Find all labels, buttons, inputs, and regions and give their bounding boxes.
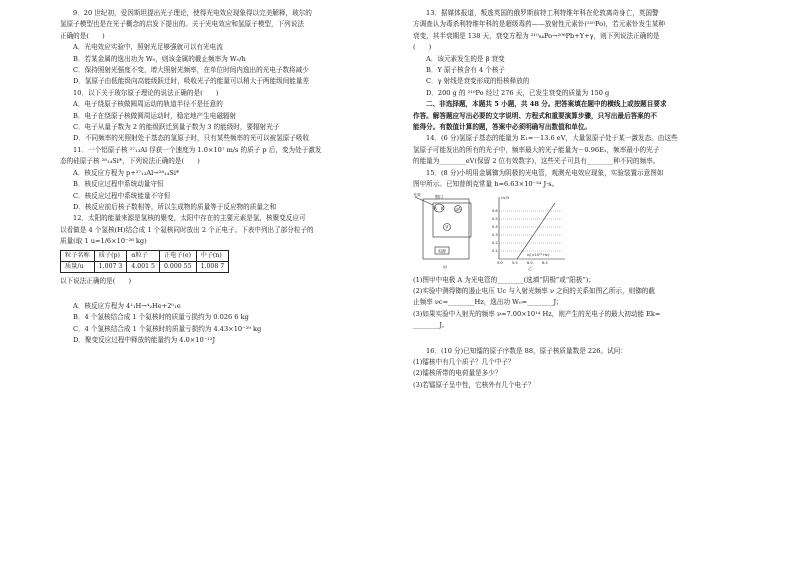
question-11	[60, 145, 382, 213]
q11-line: 11．一个铝原子核 ²⁷₁₃Al 俘获一个速度为 1.0×10⁷ m/s 的质子 p 后，变为处于激发	[73, 145, 322, 154]
q12-line: 质量(取 1 u=1/6×10⁻²⁶ kg)	[60, 237, 147, 246]
q15-part: ________J。	[413, 321, 449, 330]
q12-option-d: D．聚变反应过程中释放的能量约为 4.0×10⁻¹²J	[73, 336, 216, 345]
caption-right: 乙	[528, 265, 532, 271]
question-14	[413, 133, 743, 167]
q12-option-a: A．核反应方程为 4¹₁H→⁴₂He+2⁰₁e	[73, 301, 181, 310]
table-row	[61, 261, 229, 272]
graph-x-label: ν/(×10¹⁴ Hz)	[527, 252, 550, 257]
q13-line: 衰变，其半衰期是 138 天，衰变方程为 ²¹⁰₈₄Po→²⁰⁶Pb+Y+γ，则下列说法正确的是	[413, 31, 660, 40]
table-header: 正电子(e)	[160, 250, 197, 261]
question-13	[413, 8, 743, 99]
section-line: 能得分。有数值计算的题，答案中必须明确写出数值和单位。	[413, 123, 592, 132]
label-anode: A	[434, 205, 437, 211]
particle-mass-table	[60, 250, 229, 273]
table-cell: 0.000 55	[160, 261, 197, 272]
q9-option-b: B．若某金属的逸出功为 W₀，则该金属的截止频率为 W₀/h	[73, 54, 246, 63]
circuit-loop	[433, 203, 471, 237]
x-tick: 6.0	[527, 260, 533, 265]
q12-tail: 以下说法正确的是( )	[60, 276, 132, 285]
label-light-beam: 光束	[413, 192, 421, 197]
y-tick: 0.5	[492, 216, 498, 221]
figure-svg	[413, 193, 623, 273]
uc-graph	[499, 197, 565, 259]
q13-line: 方调查认为毒杀利特维年科的是超级毒药——放射性元素钋(²¹⁰Po)，若元素钋发生某种	[413, 20, 665, 29]
table-cell: 1.007 3	[94, 261, 127, 272]
q13-option-b: B．Y 原子核含有 4 个核子	[426, 66, 506, 75]
y-tick: 0.3	[492, 232, 498, 237]
q10-option-a: A．电子绕原子核做圆周运动的轨道半径不是任意的	[73, 100, 223, 109]
q12-option-c: C．4 个氢核结合成 1 个氦核时的质量亏损约为 4.43×10⁻²⁹ kg	[73, 324, 262, 333]
caption-left: 甲	[443, 264, 447, 270]
figure-photoelectric	[413, 193, 623, 273]
label-window: 窗口	[435, 193, 443, 199]
question-10	[60, 88, 382, 145]
y-tick: 0.2	[492, 240, 498, 245]
x-tick: 5.5	[512, 260, 518, 265]
q9-line: 9．20 世纪初，爱因斯坦提出光子理论，使得光电效应现象得以完美解释，玻尔的	[73, 9, 312, 17]
q15-part: (3)如果实验中入射光的频率 ν=7.00×10¹⁴ Hz，则产生的光电子的最大初动能 Ek=	[413, 309, 661, 318]
light-beam	[415, 197, 433, 205]
q12-option-b: B．4 个氢核结合成 1 个氦核时的质量亏损约为 0.026 6 kg	[73, 313, 249, 322]
q13-option-a: A．该元素发生的是 β 衰变	[426, 54, 505, 63]
y-tick: 0.4	[492, 224, 498, 229]
q14-line: 的能量为________eV(保留 2 位有效数字)，这些光子可具有________种不同的频率。	[413, 157, 660, 166]
x-tick: 5.0	[497, 260, 503, 265]
section-line: 作答。解答题应写出必要的文字说明、方程式和重要演算步骤，只写出最后答案的不	[413, 111, 657, 120]
q14-line: 氢原子可能发出的所有的光子中，频率最大的光子能量为－0.96E₁，频率最小的光子	[413, 145, 660, 154]
q15-line: 15．(8 分)小明用金属铷为阴极的光电管，观测光电效应现象，实验装置示意图如	[426, 168, 664, 177]
q13-option-d: D．200 g 的 ²¹⁰Po 经过 276 天，已发生衰变的质量为 150 g	[426, 88, 610, 97]
q13-line: ( )	[413, 43, 432, 52]
q11-option-b: B．核反应过程中系统动量守恒	[73, 180, 164, 189]
q10-option-b: B．电子在绕原子核做圆周运动时，稳定地产生电磁辐射	[73, 111, 237, 120]
q11-option-a: A．核反应方程为 p+²⁷₁₃Al→²⁸₁₄Si*	[73, 168, 180, 177]
table-header-row	[61, 250, 229, 261]
q10-option-c: C．电子从量子数为 2 的能级跃迁到量子数为 3 的能级时，要辐射光子	[73, 123, 280, 132]
q10-option-d: D．不同频率的光照射处于基态的氢原子时，只有某些频率的光可以被氢原子吸收	[73, 134, 310, 143]
q11-option-d: D．核反应前后核子数相等，所以生成物的质量等于反应物的质量之和	[73, 202, 277, 211]
question-12	[60, 213, 382, 346]
q15-part: (2)实验中测得铷的遏止电压 Uc 与入射光频率 ν 之间的关系如图乙所示，则铷的截	[413, 286, 655, 295]
q9-option-d: D．氢原子由低能级向高能级跃迁时，吸收光子的能量可以稍大于两能级间能量差	[73, 77, 310, 86]
q13-line: 13．据媒体报道，叛逃英国的俄罗斯前特工利特维年科在伦敦离奇身亡，英国警	[426, 9, 659, 17]
x-tick: 6.5	[542, 260, 548, 265]
q16-stem: 16．(10 分)已知镭的原子序数是 88，原子核质量数是 226。试问：	[426, 346, 627, 355]
q15-line: 图甲所示。已知普朗克常量 h=6.63×10⁻³⁴ J·s。	[413, 180, 559, 189]
q16-part: (1)镭核中有几个质子？几个中子？	[413, 357, 515, 366]
y-tick: 0.1	[492, 248, 498, 253]
table-cell: 1.008 7	[196, 261, 229, 272]
q11-line: 态的硅原子核 ²⁸₁₄Si*，下列说法正确的是( )	[60, 157, 200, 166]
label-cathode: K	[441, 205, 444, 211]
label-voltmeter: V	[445, 224, 449, 229]
q13-option-c: C．γ 射线是衰变形成的铅核释放的	[426, 77, 530, 86]
table-header: α粒子	[127, 250, 160, 261]
q15-part: 止频率 νc=________Hz，逸出功 W₀=________J；	[413, 298, 563, 307]
q12-line: 以看做是 4 个氢核(H)结合成 1 个氦核同时放出 2 个正电子。下表中列出了部分粒子的	[60, 225, 314, 234]
q9-option-c: C．保持照射光强度不变，增大照射光频率，在单位时间内逸出的光电子数将减少	[73, 66, 309, 75]
spacer	[413, 332, 743, 346]
section-2-heading	[413, 99, 743, 133]
q16-part: (2)镭核所带的电荷量是多少？	[413, 369, 502, 378]
label-microammeter: μA	[455, 206, 461, 211]
table-cell: 4.001 5	[127, 261, 160, 272]
table-header: 中子(n)	[196, 250, 229, 261]
q16-part: (3)若镭原子呈中性，它核外有几个电子？	[413, 380, 535, 389]
q15-part: (1)图甲中电极 A 为光电管的________(选填“阴极”或“阳极”)；	[413, 275, 595, 284]
table-row-label: 质量/u	[61, 261, 95, 272]
q12-line: 12．太阳的能量来源是氢核的聚变，太阳中存在的主要元素是氢，核聚变反应可	[73, 214, 306, 223]
y-tick: 0.6	[492, 208, 498, 213]
section-line: 二、非选择题，本题共 5 小题，共 48 分。把答案填在题中的横线上或按题目要求	[426, 100, 667, 109]
q9-line: 正确的是( )	[60, 31, 105, 40]
q10-stem: 10．以下关于玻尔原子理论的说法正确的是( )	[73, 88, 219, 97]
table-header: 粒子名称	[61, 250, 95, 261]
q9-option-a: A．光电效应实验中，照射光足够强就可以有光电流	[73, 43, 223, 52]
right-column	[413, 8, 743, 391]
graph-y-label: Uc/V	[501, 195, 510, 200]
spacer	[60, 287, 382, 301]
q11-option-c: C．核反应过程中系统能量不守恒	[73, 191, 171, 200]
label-power: 电源	[438, 248, 446, 253]
question-16	[413, 346, 743, 392]
question-9	[60, 8, 382, 88]
q14-line: 14．(6 分)氢原子基态的能量为 E₁=－13.6 eV，大量氢原子处于某一激发态。由这些	[426, 134, 678, 143]
q9-line: 氢原子模型也是在光子概念的启发下提出的。关于光电效应和氢原子模型，下列说法	[60, 20, 304, 29]
left-column	[60, 8, 382, 347]
table-header: 质子(p)	[94, 250, 127, 261]
question-15	[413, 168, 743, 332]
uc-line	[517, 203, 555, 259]
